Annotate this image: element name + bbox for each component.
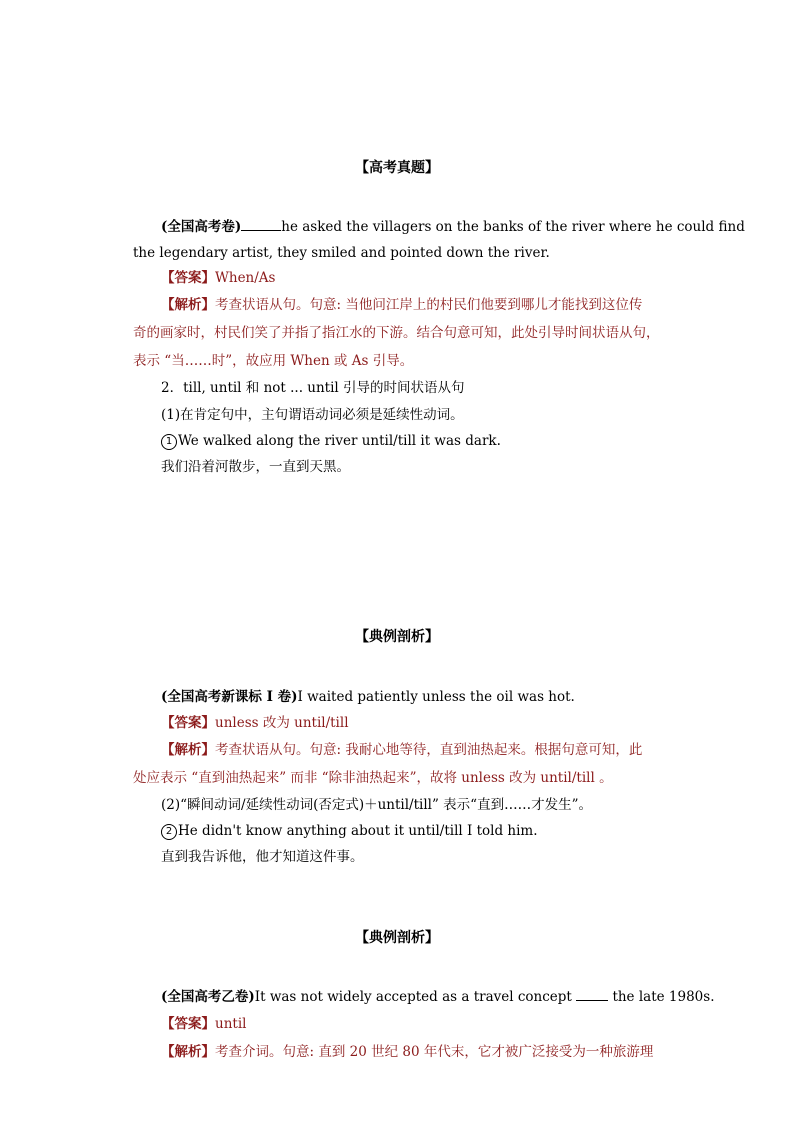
question-3-line-1: [161, 988, 715, 1006]
question-source: (全国高考卷): [161, 219, 242, 235]
analysis-text: 考查介词。句意: 直到 20 世纪 80 年代末，它才被广泛接受为一种旅游理: [215, 1044, 654, 1060]
analysis-text: 考查状语从句。句意: 当他问江岸上的村民们他要到哪儿才能找到这位传: [215, 297, 643, 313]
example-1-en: [161, 432, 691, 450]
analysis-1-line-1: [161, 296, 691, 314]
question-text-part-1: It was not widely accepted as a travel concept: [254, 989, 572, 1005]
answer-1: [161, 269, 691, 287]
point-2-title: 2．till, until 和 not ... until 引导的时间状语从句: [161, 380, 465, 396]
example-1-zh: 我们沿着河散步，一直到天黑。: [161, 459, 350, 475]
analysis-1-line-3: 表示 “当……时”，故应用 When 或 As 引导。: [133, 353, 414, 369]
question-1-line-2: the legendary artist, they smiled and pointed down the river.: [133, 245, 550, 261]
question-text-part-2: the late 1980s.: [612, 989, 715, 1005]
example-2-zh: 直到我告诉他，他才知道这件事。: [161, 849, 364, 865]
question-source: (全国高考新课标 I 卷): [161, 689, 298, 705]
analysis-2-line-2: 处应表示 “直到油热起来” 而非 “除非油热起来”，故将 unless 改为 until/till 。: [133, 770, 613, 786]
answer-blank: [241, 218, 281, 231]
answer-label: 【答案】: [161, 1016, 215, 1032]
section-heading-example-2: 【典例剖析】: [355, 930, 439, 946]
answer-label: 【答案】: [161, 715, 215, 731]
example-sentence: We walked along the river until/till it was dark.: [178, 433, 501, 449]
example-2-en: [161, 822, 691, 840]
analysis-label: 【解析】: [161, 297, 215, 313]
analysis-3-line-1: [161, 1043, 691, 1061]
answer-text: When/As: [215, 270, 276, 286]
analysis-text: 考查状语从句。句意: 我耐心地等待，直到油热起来。根据句意可知，此: [215, 742, 643, 758]
answer-label: 【答案】: [161, 270, 215, 286]
question-2-line-1: [161, 688, 691, 706]
analysis-label: 【解析】: [161, 1044, 215, 1060]
answer-blank: [576, 988, 608, 1001]
analysis-2-line-1: [161, 741, 691, 759]
question-source: (全国高考乙卷): [161, 989, 255, 1005]
example-sentence: He didn't know anything about it until/till I told him.: [178, 823, 538, 839]
answer-text: until: [215, 1016, 247, 1032]
question-text: he asked the villagers on the banks of the river where he could find: [281, 219, 745, 235]
section-heading-gaokao: 【高考真题】: [355, 160, 439, 176]
example-number-badge: 1: [161, 434, 177, 450]
analysis-1-line-2: 奇的画家时，村民们笑了并指了指江水的下游。结合句意可知，此处引导时间状语从句，: [133, 325, 660, 341]
question-text: I waited patiently unless the oil was hot.: [297, 689, 575, 705]
question-1-line-1: [161, 218, 745, 236]
example-number-badge: 2: [161, 824, 177, 840]
answer-3: [161, 1015, 691, 1033]
point-2-2: (2)“瞬间动词/延续性动词(否定式)＋until/till” 表示“直到……才发生”。: [161, 797, 592, 813]
answer-text: unless 改为 until/till: [215, 715, 349, 731]
answer-2: [161, 714, 691, 732]
analysis-label: 【解析】: [161, 742, 215, 758]
point-2-1: (1)在肯定句中，主句谓语动词必须是延续性动词。: [161, 407, 464, 423]
section-heading-example-1: 【典例剖析】: [355, 629, 439, 645]
